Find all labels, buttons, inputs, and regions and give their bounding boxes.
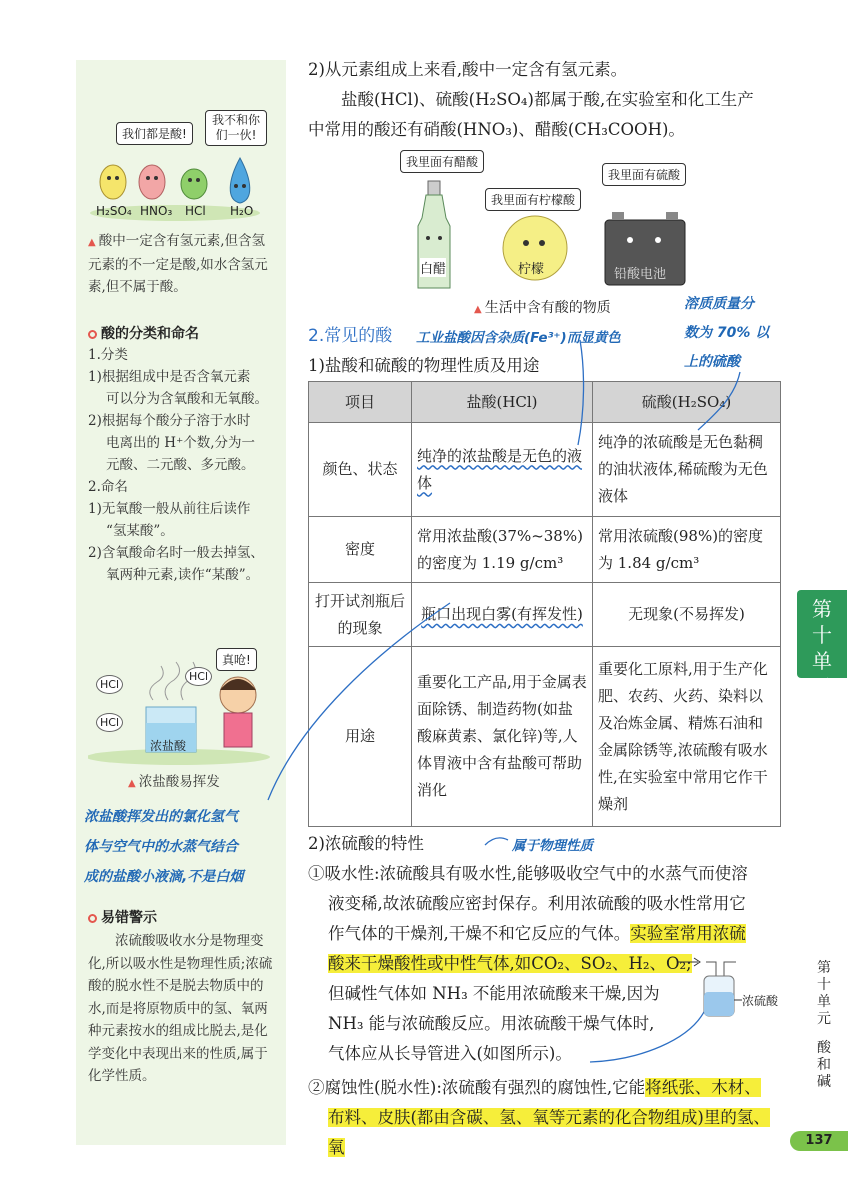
- list-item: 1)无氧酸一般从前往后读作: [88, 501, 251, 517]
- hcl-molecule-label: HCl: [185, 667, 212, 686]
- caption-acid-hydrogen: ▲ 酸中一定含有氢元素,但含氢元素的不一定是酸,如水含氢元素,但不属于酸。: [88, 233, 268, 295]
- hcl-molecule-label: HCl: [96, 713, 123, 732]
- speech-bubble-choking: 真呛!: [216, 648, 257, 671]
- table-cell: 重要化工产品,用于金属表面除锈、制造药物(如盐酸麻黄素、氯化锌)等,人体胃液中含有盐酸可帮助消化: [412, 647, 593, 827]
- wash-bottle-icon: [676, 950, 786, 1020]
- list-item: 2)含氧酸命名时一般去掉氢、: [88, 545, 264, 561]
- speech-bubble-water: 我不和你们一伙!: [205, 110, 267, 146]
- list-item: 可以分为含氧酸和无氧酸。: [106, 391, 268, 407]
- table-cell: 常用浓硫酸(98%)的密度为 1.84 g/cm³: [593, 517, 781, 583]
- unit-tab: 第 十 单 元: [797, 590, 847, 678]
- paragraph-water-absorption: ①吸水性:浓硫酸具有吸水性,能够吸收空气中的水蒸气而使溶 液变稀,故浓硫酸应密封保存。利用浓硫酸的吸水性常用它 作气体的干燥剂,干燥不和它反应的气体。实验室常用浓硫 酸来干燥酸性或中性气体,如CO₂、SO₂、H₂、O₂; 但碱性气体如 NH₃ 不能用浓硫酸来干燥,因为 NH₃ 能与浓硫酸反应。用浓硫酸干燥气体时, 气体应从长导管进入(如图所示)。: [308, 864, 748, 1063]
- speech-bubble-acids: 我们都是酸!: [116, 122, 193, 145]
- table-cell: 用途: [309, 647, 412, 827]
- header-hcl: 盐酸(HCl): [412, 382, 593, 423]
- table-cell: 瓶口出现白雾(有挥发性): [412, 583, 593, 647]
- formula-hno3: HNO₃: [140, 204, 173, 218]
- list-item: 电离出的 H⁺个数,分为一: [106, 435, 255, 451]
- figure-caption: ▲ 生活中含有酸的物质: [474, 300, 611, 316]
- paragraph-hydrogen: 2)从元素组成上来看,酸中一定含有氢元素。: [308, 60, 628, 79]
- subsection-title-characteristics: 2)浓硫酸的特性: [308, 834, 424, 853]
- list-item: 2)根据每个酸分子溶于水时: [88, 413, 251, 429]
- table-cell: 常用浓盐酸(37%~38%)的密度为 1.19 g/cm³: [412, 517, 593, 583]
- table-cell: 打开试剂瓶后的现象: [309, 583, 412, 647]
- hcl-molecule-label: HCl: [96, 675, 123, 694]
- gas-dryer-diagram: [676, 950, 786, 1020]
- label-concentrated-sulfuric-acid: 浓硫酸: [742, 994, 779, 1008]
- section-title-common-acids: 2.常见的酸: [308, 326, 393, 346]
- handwritten-note-physical-property: 属于物理性质: [512, 838, 593, 854]
- table-cell: 密度: [309, 517, 412, 583]
- formula-h2so4: H₂SO₄: [96, 204, 132, 218]
- label-vinegar: 白醋: [420, 258, 446, 277]
- table-cell: 颜色、状态: [309, 423, 412, 517]
- section-title-classification: 酸的分类和命名: [88, 323, 199, 343]
- speech-bubble-battery: 我里面有硫酸: [602, 163, 686, 186]
- handwritten-note-industrial-hcl: 工业盐酸因含杂质(Fe³⁺)而显黄色: [416, 330, 621, 346]
- label-lead-acid-battery: 铅酸电池: [614, 267, 667, 282]
- label-lemon: 柠檬: [518, 262, 545, 277]
- table-cell: 重要化工原料,用于生产化肥、农药、火药、染料以及冶炼金属、精炼石油和金属除锈等,浓硫酸有吸水性,在实验室中常用它作干燥剂: [593, 647, 781, 827]
- section-title-common-mistakes: 易错警示: [88, 907, 157, 927]
- list-item: 氧两种元素,读作“某酸”。: [106, 567, 260, 583]
- list-item: 2.命名: [88, 479, 128, 495]
- speech-bubble-vinegar: 我里面有醋酸: [400, 150, 484, 173]
- list-item: 元酸、二元酸、多元酸。: [106, 457, 255, 473]
- triangle-icon: ▲: [88, 237, 96, 248]
- list-item: 1.分类: [88, 347, 128, 363]
- caption-hcl-volatile: ▲ 浓盐酸易挥发: [128, 774, 220, 790]
- header-h2so4: 硫酸(H₂SO₄): [593, 382, 781, 423]
- beaker-label: 浓盐酸: [150, 739, 187, 753]
- list-item: 1)根据组成中是否含氧元素: [88, 369, 251, 385]
- chapter-vertical-label: 第 十 单 元 酸 和 碱: [817, 960, 831, 1090]
- paragraph-common-acids: 盐酸(HCl)、硫酸(H₂SO₄)都属于酸,在实验室和化工生产 中常用的酸还有硝酸(HNO₃)、醋酸(CH₃COOH)。: [308, 90, 754, 139]
- table-cell: 纯净的浓盐酸是无色的液体: [412, 423, 593, 517]
- triangle-icon: ▲: [474, 304, 482, 315]
- list-item: “氢某酸”。: [106, 523, 174, 539]
- table-cell: 纯净的浓硫酸是无色黏稠的油状液体,稀硫酸为无色液体: [593, 423, 781, 517]
- triangle-icon: ▲: [128, 778, 136, 789]
- speech-bubble-lemon: 我里面有柠檬酸: [485, 188, 581, 211]
- paragraph-corrosive: ②腐蚀性(脱水性):浓硫酸有强烈的腐蚀性,它能将纸张、木材、 布料、皮肤(都由含碳、氢、氧等元素的化合物组成)里的氢、氧: [308, 1078, 770, 1157]
- handwritten-note-white-mist: 浓盐酸挥发出的氯化氢气 体与空气中的水蒸气结合 成的盐酸小液滴,不是白烟: [84, 809, 244, 885]
- table-cell: 无现象(不易挥发): [593, 583, 781, 647]
- header-item: 项目: [309, 382, 412, 423]
- subsection-title-properties: 1)盐酸和硫酸的物理性质及用途: [308, 356, 540, 375]
- common-mistakes-text: 浓硫酸吸收水分是物理变化,所以吸水性是物理性质;浓硫酸的脱水性不是脱去物质中的水,而是将原物质中的氢、氧两种元素按水的组成比脱去,是化学变化中表现出来的性质,属于化学性质。: [88, 933, 273, 1084]
- formula-h2o: H₂O: [230, 204, 254, 218]
- page-number: 137: [790, 1131, 848, 1151]
- handwritten-note-concentrated-h2so4: 溶质质量分 数为 70% 以 上的硫酸: [684, 296, 770, 370]
- formula-hcl: HCl: [185, 204, 206, 218]
